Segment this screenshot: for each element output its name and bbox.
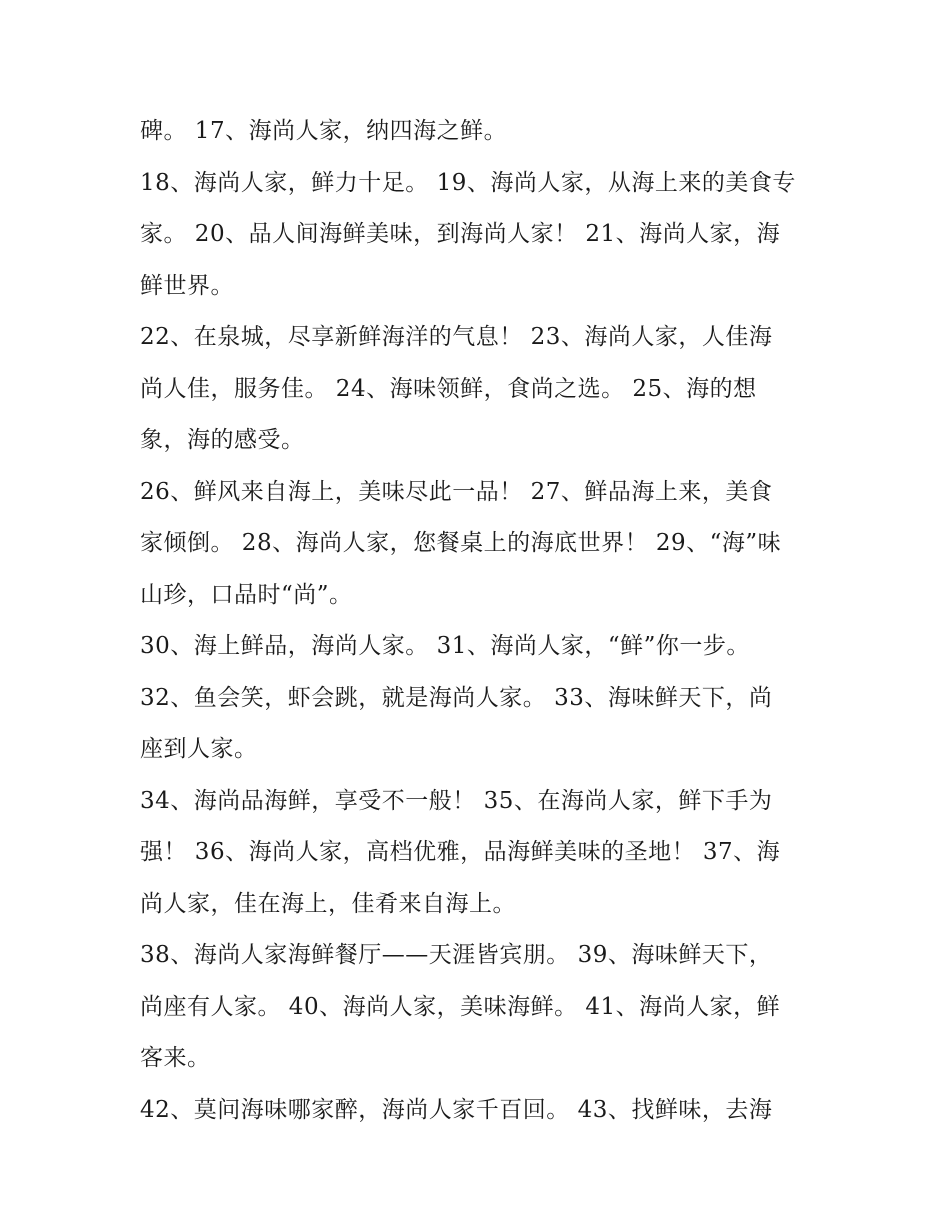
text-line: 尚人家，佳在海上，佳肴来自海上。 <box>140 890 516 917</box>
text-line: 尚人佳，服务佳。 24、海味领鲜，食尚之选。 25、海的想 <box>140 375 757 402</box>
text-line: 32、鱼会笑，虾会跳，就是海尚人家。 33、海味鲜天下，尚 <box>140 684 773 711</box>
text-line: 鲜世界。 <box>140 272 234 299</box>
text-line: 座到人家。 <box>140 736 258 762</box>
text-line: 山珍，口品时“尚”。 <box>140 581 353 608</box>
text-line: 强！ 36、海尚人家，高档优雅，品海鲜美味的圣地！ 37、海 <box>140 839 781 865</box>
text-line: 22、在泉城，尽享新鲜海洋的气息！ 23、海尚人家，人佳海 <box>140 324 773 350</box>
text-line: 家倾倒。 28、海尚人家，您餐桌上的海底世界！ 29、“海”味 <box>140 530 782 556</box>
text-line: 家。 20、品人间海鲜美味，到海尚人家！ 21、海尚人家，海 <box>140 221 781 247</box>
text-line: 34、海尚品海鲜，享受不一般！ 35、在海尚人家，鲜下手为 <box>140 787 773 814</box>
text-line: 碑。 17、海尚人家，纳四海之鲜。 <box>140 118 508 144</box>
text-line: 象，海的感受。 <box>140 427 305 453</box>
text-line: 42、莫问海味哪家醉，海尚人家千百回。 43、找鲜味，去海 <box>140 1096 773 1123</box>
text-line: 38、海尚人家海鲜餐厅——天涯皆宾朋。 39、海味鲜天下， <box>140 942 773 968</box>
text-line: 30、海上鲜品，海尚人家。 31、海尚人家，“鲜”你一步。 <box>140 633 750 659</box>
text-line: 客来。 <box>140 1045 211 1071</box>
text-line: 尚座有人家。 40、海尚人家，美味海鲜。 41、海尚人家，鲜 <box>140 993 781 1020</box>
document-body <box>140 106 820 1136</box>
text-line: 18、海尚人家，鲜力十足。 19、海尚人家，从海上来的美食专 <box>140 169 796 196</box>
text-line: 26、鲜风来自海上，美味尽此一品！ 27、鲜品海上来，美食 <box>140 478 773 505</box>
